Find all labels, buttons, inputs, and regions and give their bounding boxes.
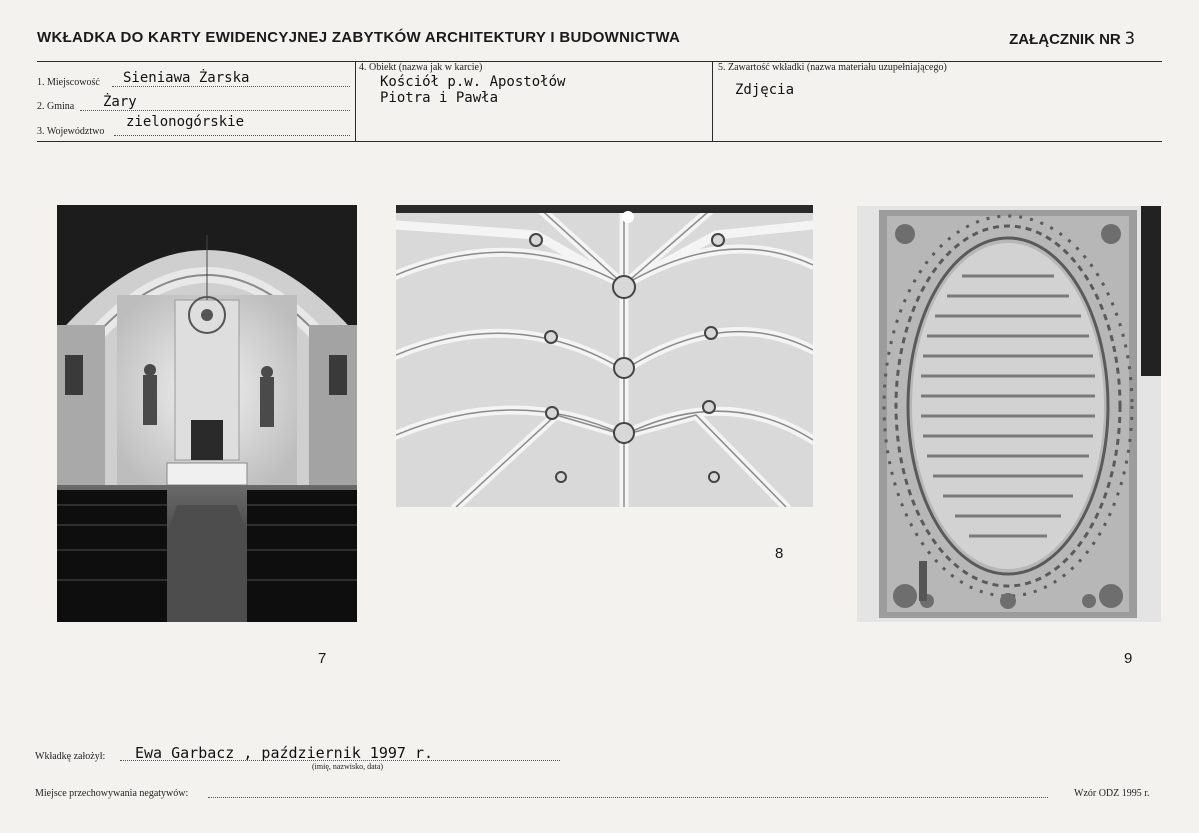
contents-label: 5. Zawartość wkładki (nazwa materiału uzupełniającego): [718, 62, 947, 73]
commune-value: Żary: [103, 94, 137, 110]
photo-8-number: 8: [775, 545, 784, 562]
annex-label-text: ZAŁĄCZNIK NR: [1009, 31, 1121, 48]
photo-7-number: 7: [318, 650, 327, 667]
church-interior-photo: [57, 205, 357, 622]
founded-value: Ewa Garbacz , październik 1997 r.: [135, 744, 434, 762]
commune-dotline: [80, 110, 350, 111]
negatives-label: Miejsce przechowywania negatywów:: [35, 788, 189, 799]
commune-label: 2. Gmina: [37, 101, 75, 112]
voivodeship-dotline: [114, 135, 350, 136]
epitaph-plaque-photo: [857, 206, 1161, 622]
voivodeship-label: 3. Województwo: [37, 126, 105, 137]
photo-9-number: 9: [1124, 650, 1133, 667]
object-value-line2: Piotra i Pawła: [380, 90, 499, 106]
negatives-dotline: [208, 797, 1048, 798]
form-bottom-rule: [37, 141, 1162, 142]
contents-value: Zdjęcia: [735, 82, 795, 98]
annex-label: [1009, 29, 1135, 49]
place-value: Sieniawa Żarska: [123, 70, 250, 86]
form-divider-1: [355, 61, 356, 141]
voivodeship-value: zielonogórskie: [126, 114, 245, 130]
vaulted-ceiling-photo: [396, 205, 813, 507]
template-note: Wzór ODZ 1995 r.: [1074, 788, 1150, 799]
annex-number: 3: [1124, 29, 1135, 49]
founded-hint: (imię, nazwisko, data): [312, 762, 384, 771]
object-value-line1: Kościół p.w. Apostołów: [380, 74, 566, 90]
object-label: 4. Obiekt (nazwa jak w karcie): [359, 62, 483, 73]
sheet-title: WKŁADKA DO KARTY EWIDENCYJNEJ ZABYTKÓW ARCHITEKTURY I BUDOWNICTWA: [37, 29, 681, 46]
place-dotline: [112, 86, 350, 87]
founded-label: Wkładkę założył:: [35, 751, 106, 762]
place-label: 1. Miejscowość: [37, 77, 100, 88]
form-top-rule: [37, 61, 1162, 62]
form-divider-2: [712, 61, 713, 141]
